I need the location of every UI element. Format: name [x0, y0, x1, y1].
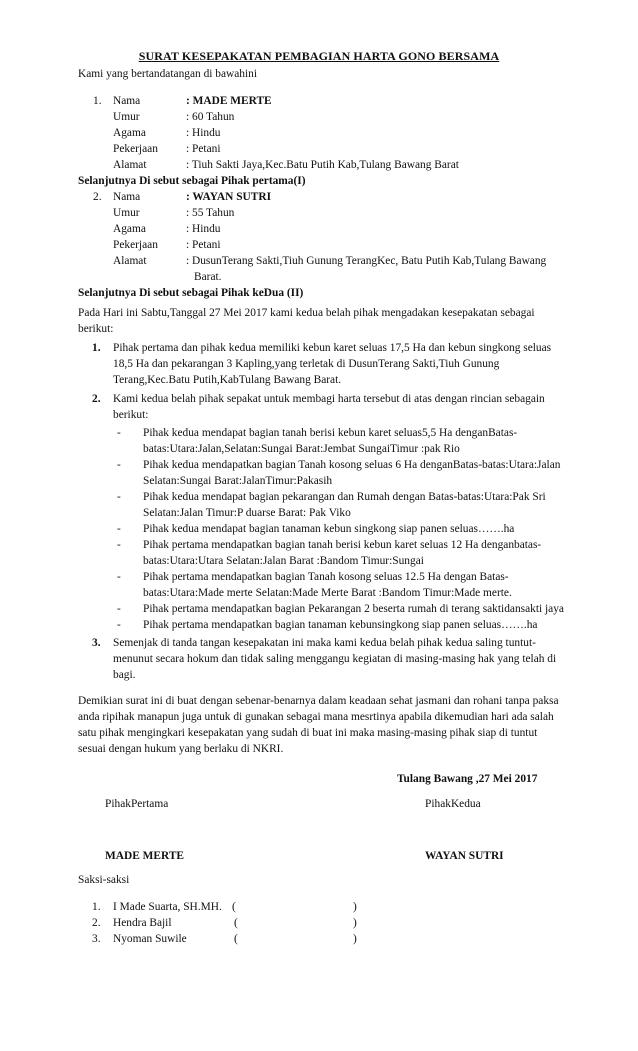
bullet-marker: -	[117, 459, 121, 471]
bullet-3-line-1: Pihak kedua mendapat bagian pekarangan dan Rumah dengan Batas-batas:Utara:Pak Sri	[143, 491, 546, 503]
signature-right-name: WAYAN SUTRI	[425, 850, 504, 862]
party-one-caption: Selanjutnya Di sebut sebagai Pihak pertama(I)	[78, 175, 306, 187]
point-three-line-2: menunut secara hokum dan tidak saling menggangu kegiatan di masing-masing hak yang telah di	[113, 653, 557, 665]
bullet-1-line-1: Pihak kedua mendapat bagian tanah berisi kebun karet seluas5,5 Ha denganBatas-	[143, 427, 518, 439]
party-one-religion-value: : Hindu	[186, 127, 221, 139]
closing-line-3: satu pihak mengingkari kesepakatan yang sudah di buat ini maka masing-masing pihak siap di tuntut	[78, 727, 538, 739]
signature-left-label: PihakPertama	[105, 798, 169, 810]
party-two-religion-label: Agama	[113, 223, 146, 235]
party-one-age-label: Umur	[113, 111, 140, 123]
bullet-marker: -	[117, 523, 121, 535]
point-two-line-1: Kami kedua belah pihak sepakat untuk membagi harta tersebut di atas dengan rincian sebagain	[113, 393, 545, 405]
bullet-marker: -	[117, 539, 121, 551]
closing-line-2: anda ripihak manapun juga untuk di gunakan sebagai mana mesrtinya apabila dikemudian hari ada salah	[78, 711, 554, 723]
witness-3-paren-open: (	[234, 933, 238, 945]
signature-right-label: PihakKedua	[425, 798, 481, 810]
bullet-marker: -	[117, 427, 121, 439]
point-one-line-3: Terang,Kec.Batu Putih,KabTulang Bawang Barat.	[113, 374, 342, 386]
witness-2-paren-open: (	[234, 917, 238, 929]
closing-line-1: Demikian surat ini di buat dengan sebenar-benarnya dalam keadaan sehat jasmani dan rohani tanpa paksa	[78, 695, 559, 707]
party-two-caption: Selanjutnya Di sebut sebagai Pihak keDua (II)	[78, 287, 304, 299]
witness-1-paren-close: )	[353, 901, 357, 913]
witness-3-name: Nyoman Suwile	[113, 933, 187, 945]
bullet-4-line-1: Pihak kedua mendapat bagian tanaman kebun singkong siap panen seluas…….ha	[143, 523, 515, 535]
party-one-number: 1.	[93, 95, 102, 107]
party-one-religion-label: Agama	[113, 127, 146, 139]
witness-3-paren-close: )	[353, 933, 357, 945]
party-two-job-value: : Petani	[186, 239, 221, 251]
bullet-2-line-2: Selatan:Sungai Barat:JalanTimur:Pakasih	[143, 475, 333, 487]
bullet-8-line-1: Pihak pertama mendapatkan bagian tanaman kebunsingkong siap panen seluas…….ha	[143, 619, 538, 631]
witness-2-name: Hendra Bajil	[113, 917, 172, 929]
party-two-name-label: Nama	[113, 191, 141, 203]
bullet-1-line-2: batas:Utara:Jalan,Selatan:Sungai Barat:Jembat SungaiTimur :pak Rio	[143, 443, 460, 455]
witness-3-number: 3.	[92, 933, 101, 945]
party-two-address-label: Alamat	[113, 255, 147, 267]
point-one-line-1: Pihak pertama dan pihak kedua memiliki kebun karet seluas 17,5 Ha dan kebun singkong seluas	[113, 342, 552, 354]
party-one-name-label: Nama	[113, 95, 141, 107]
closing-line-4: sesuai dengan hukum yang berlaku di NKRI.	[78, 743, 284, 755]
place-date: Tulang Bawang ,27 Mei 2017	[397, 773, 538, 785]
party-one-name-value: : MADE MERTE	[186, 95, 272, 107]
party-two-religion-value: : Hindu	[186, 223, 221, 235]
point-three-line-1: Semenjak di tanda tangan kesepakatan ini maka kami kedua belah pihak kedua saling tuntut-	[113, 637, 536, 649]
intro-text: Kami yang bertandatangan di bawahini	[78, 68, 258, 80]
point-two-number: 2.	[92, 393, 101, 405]
bullet-5-line-1: Pihak pertama mendapatkan bagian tanah berisi kebun karet seluas 12 Ha denganbatas-	[143, 539, 542, 551]
party-two-number: 2.	[93, 191, 102, 203]
witness-1-number: 1.	[92, 901, 101, 913]
party-one-age-value: : 60 Tahun	[186, 111, 235, 123]
point-three-line-3: bagi.	[113, 669, 136, 681]
party-two-name-value: : WAYAN SUTRI	[186, 191, 272, 203]
party-two-address-value: : DusunTerang Sakti,Tiuh Gunung TerangKec, Batu Putih Kab,Tulang Bawang	[186, 255, 547, 267]
witness-heading: Saksi-saksi	[78, 874, 130, 886]
bullet-marker: -	[117, 619, 121, 631]
bullet-marker: -	[117, 571, 121, 583]
bullet-3-line-2: Selatan:Jalan Timur:P duarse Barat: Pak Viko	[143, 507, 351, 519]
opening-line-2: berikut:	[78, 323, 114, 335]
bullet-marker: -	[117, 603, 121, 615]
party-two-address-continuation: Barat.	[194, 271, 222, 283]
witness-1-name: I Made Suarta, SH.MH.	[113, 901, 222, 913]
witness-2-number: 2.	[92, 917, 101, 929]
point-three-number: 3.	[92, 637, 101, 649]
bullet-7-line-1: Pihak pertama mendapatkan bagian Pekarangan 2 beserta rumah di terang saktidansakti jaya	[143, 603, 564, 615]
party-two-job-label: Pekerjaan	[113, 239, 158, 251]
party-one-job-value: : Petani	[186, 143, 221, 155]
point-one-line-2: 18,5 Ha dan pekarangan 3 Kapling,yang terletak di DusunTerang Sakti,Tiuh Gunung	[113, 358, 500, 370]
party-one-address-label: Alamat	[113, 159, 147, 171]
opening-line-1: Pada Hari ini Sabtu,Tanggal 27 Mei 2017 kami kedua belah pihak mengadakan kesepakatan sebagai	[78, 307, 535, 319]
party-two-age-value: : 55 Tahun	[186, 207, 235, 219]
signature-left-name: MADE MERTE	[105, 850, 185, 862]
bullet-5-line-2: batas:Utara:Utara Selatan:Jalan Barat :Bandom Timur:Sungai	[143, 555, 424, 567]
party-one-address-value: : Tiuh Sakti Jaya,Kec.Batu Putih Kab,Tulang Bawang Barat	[186, 159, 459, 171]
bullet-6-line-1: Pihak pertama mendapatkan bagian Tanah kosong seluas 12.5 Ha dengan Batas-	[143, 571, 509, 583]
letter-title: SURAT KESEPAKATAN PEMBAGIAN HARTA GONO BERSAMA	[138, 49, 500, 63]
witness-2-paren-close: )	[353, 917, 357, 929]
bullet-marker: -	[117, 491, 121, 503]
party-one-job-label: Pekerjaan	[113, 143, 158, 155]
bullet-2-line-1: Pihak kedua mendapatkan bagian Tanah kosong seluas 6 Ha denganBatas-batas:Utara:Jalan	[143, 459, 561, 471]
witness-1-paren-open: (	[232, 901, 236, 913]
point-one-number: 1.	[92, 342, 101, 354]
party-two-age-label: Umur	[113, 207, 140, 219]
point-two-line-2: berikut:	[113, 409, 149, 421]
bullet-6-line-2: batas:Utara:Made merte Selatan:Made Merte Barat :Bandom Timur:Made merte.	[143, 587, 512, 599]
